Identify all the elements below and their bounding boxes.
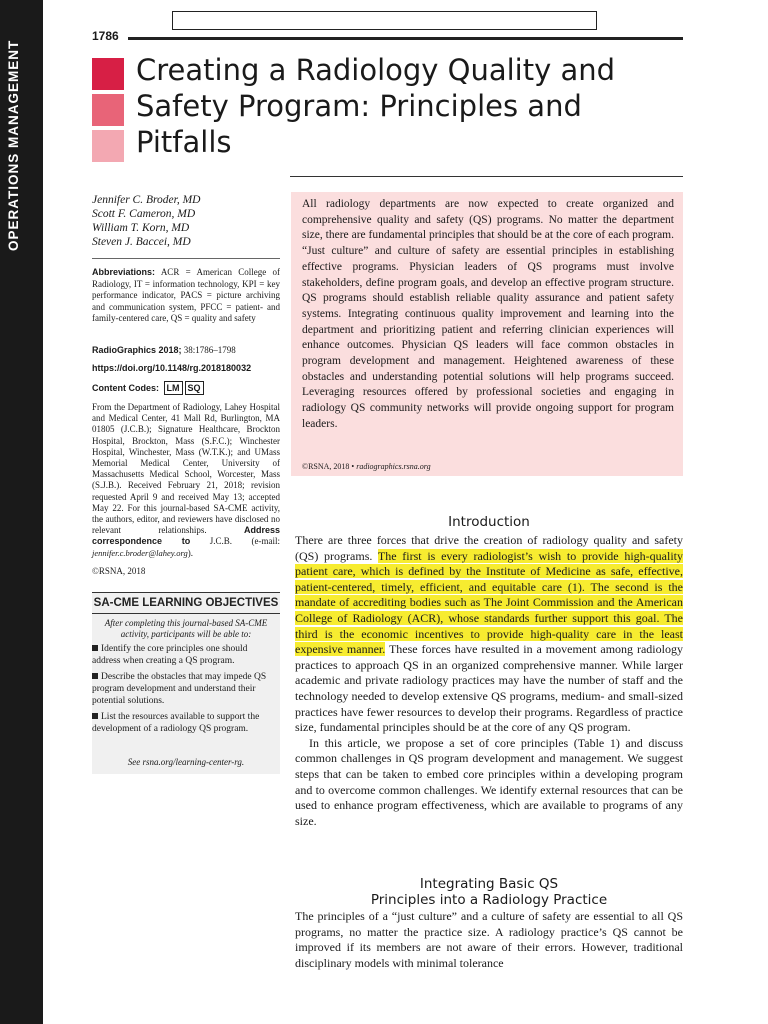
content-codes	[92, 381, 204, 395]
correspondence-label: Address correspondence to	[92, 525, 280, 547]
section-sidebar	[0, 0, 43, 1024]
author: Jennifer C. Broder, MD	[92, 194, 201, 206]
correspondence-email[interactable]: jennifer.c.broder@lahey.org	[92, 547, 188, 558]
correspondence-end: ).	[187, 547, 193, 558]
sacme-title: SA-CME LEARNING OBJECTIVES	[92, 592, 280, 614]
code-badge-lm: LM	[164, 381, 183, 395]
affiliations	[92, 402, 280, 559]
highlighted-text: The first is every radiologist’s wish to provide high-quality patient care, which is defined by the Institute of Medicine as safe, effective, patient-centered, timely, efficient, and equitable care (1). The second is the mandate of accrediting bodies such as The Joint Commission and the American College of Radiology (ACR), whose standards further support this goal. The third is the economic incentives to provide high-quality care in the least expensive manner.	[295, 548, 683, 657]
square-bullet-icon	[92, 673, 98, 679]
citation-details: 38:1786–1798	[183, 345, 236, 355]
abbreviations-label: Abbreviations:	[92, 267, 156, 277]
citation	[92, 345, 280, 356]
abstract-text: All radiology departments are now expected to create organized and comprehensive quality and safety (QS) programs. No matter the department size, there are fundamental principles that should be at the core of each program. “Just culture” and culture of safety are essential principles in establishing effective programs. Physician leaders of QS programs must involve stakeholders, define program goals, and develop an effective program structure. QS programs should establish reliable quality assurance and patient safety systems. Integrating continuous quality improvement and learning into the department and prioritizing patient and referring clinician experiences will enhance outcomes. Physician QS leaders will face common obstacles in program development and management. Heightened awareness of these obstacles and understanding potential solutions will help programs succeed. Leveraging resources offered by professional societies and engaging in radiology QS community networks will provide ongoing support for program leaders.	[302, 198, 674, 430]
section2-heading: Integrating Basic QS Principles into a Radiology Practice	[370, 876, 608, 908]
title-rule	[290, 176, 683, 177]
abbreviations-text: ACR = American College of Radiology, IT = information technology, KPI = key performance indicator, PACS = picture archiving and communication system, PFCC = patient- and family-centered care, QS = quality and safety	[92, 267, 280, 324]
abbreviations	[92, 267, 280, 325]
author-list	[92, 193, 201, 249]
affiliation-text: From the Department of Radiology, Lahey Hospital and Medical Center, 41 Mall Rd, Burlington, MA 01805 (J.C.B.); Signature Healthcare, Brockton Hospital, Brockton, Mass (S.F.C.); Winchester Hospital, Winchester, Mass (W.T.K.); and UMass Memorial Medical Center, University of Massachusetts Medical School, Worcester, Mass (S.J.B.). Received February 21, 2018; revision requested April 9 and received May 13; accepted May 22. For this journal-based SA-CME activity, the authors, editor, and reviewers have disclosed no relevant relationships.	[92, 402, 280, 536]
copyright-left: ©RSNA, 2018	[92, 566, 146, 576]
author: Scott F. Cameron, MD	[92, 208, 196, 220]
doi-link[interactable]: https://doi.org/10.1148/rg.2018180032	[92, 363, 252, 373]
authors-rule	[92, 258, 280, 259]
square-bullet-icon	[92, 713, 98, 719]
sacme-see-link[interactable]: See rsna.org/learning-center-rg.	[127, 757, 245, 767]
correspondence-text: J.C.B. (e-mail:	[209, 536, 280, 547]
paragraph: The principles of a “just culture” and a culture of safety are essential to all QS programs, no matter the practice size. A radiology practice’s QS cannot be improved if its members are not aware of their errors. However, traditional disciplinary models with minimal tolerance	[295, 909, 683, 970]
author: Steven J. Baccei, MD	[92, 236, 191, 248]
section-label: OPERATIONS MANAGEMENT	[6, 39, 21, 251]
header-box	[172, 11, 597, 30]
content-codes-label: Content Codes:	[92, 383, 159, 393]
author: William T. Korn, MD	[92, 222, 190, 234]
title-square-dark	[92, 58, 124, 90]
square-bullet-icon	[92, 645, 98, 651]
sacme-objectives	[92, 643, 278, 739]
sacme-intro: After completing this journal-based SA-CME activity, participants will be able to:	[104, 618, 268, 639]
journal-site-link[interactable]: radiographics.rsna.org	[356, 462, 431, 471]
list-item: Identify the core principles one should address when creating a QS program.	[92, 644, 248, 666]
page-number: 1786	[92, 29, 119, 43]
article-title: Creating a Radiology Quality and Safety Program: Principles and Pitfalls	[136, 53, 616, 159]
list-item: List the resources available to support the development of a radiology QS program.	[92, 712, 260, 734]
list-item: Describe the obstacles that may impede QS program development and understand their potential solutions.	[92, 672, 267, 706]
paragraph: In this article, we propose a set of core principles (Table 1) and discuss common challenges in QS program development and management. We suggest steps that can be taken to embed core principles within a developing program and to overcome common challenges. We identify external resources that can be used to enhance program effectiveness, which are available to programs of any size.	[295, 735, 683, 828]
code-badge-sq: SQ	[185, 381, 204, 395]
paragraph: There are three forces that drive the creation of radiology quality and safety (QS) programs. The first is every radiologist’s wish to provide high-quality patient care, which is defined by the Institute of Medicine as safe, effective, patient-centered, timely, efficient, and equitable care (1). The second is the mandate of accrediting bodies such as The Joint Commission and the American College of Radiology (ACR), whose standards further support this goal. The third is the economic incentives to provide high-quality care in the least expensive manner. These forces have resulted in a movement among radiology practices to approach QS in an organized comprehensive manner. While larger academic and private radiology practices may have the number of staff and the technology needed to develop extensive QS programs, medium- and small-sized practices have fewer resources to develop their programs. Regardless of practice size, fundamental principles should be at the core of any QS program.	[295, 533, 683, 735]
introduction-heading: Introduction	[448, 514, 530, 530]
section2-body	[295, 909, 683, 971]
abstract-copyright: ©RSNA, 2018 • radiographics.rsna.org	[302, 462, 431, 471]
title-square-medium	[92, 94, 124, 126]
title-square-light	[92, 130, 124, 162]
header-rule	[128, 37, 683, 40]
introduction-body	[295, 533, 683, 829]
journal-name: RadioGraphics 2018;	[92, 345, 182, 355]
